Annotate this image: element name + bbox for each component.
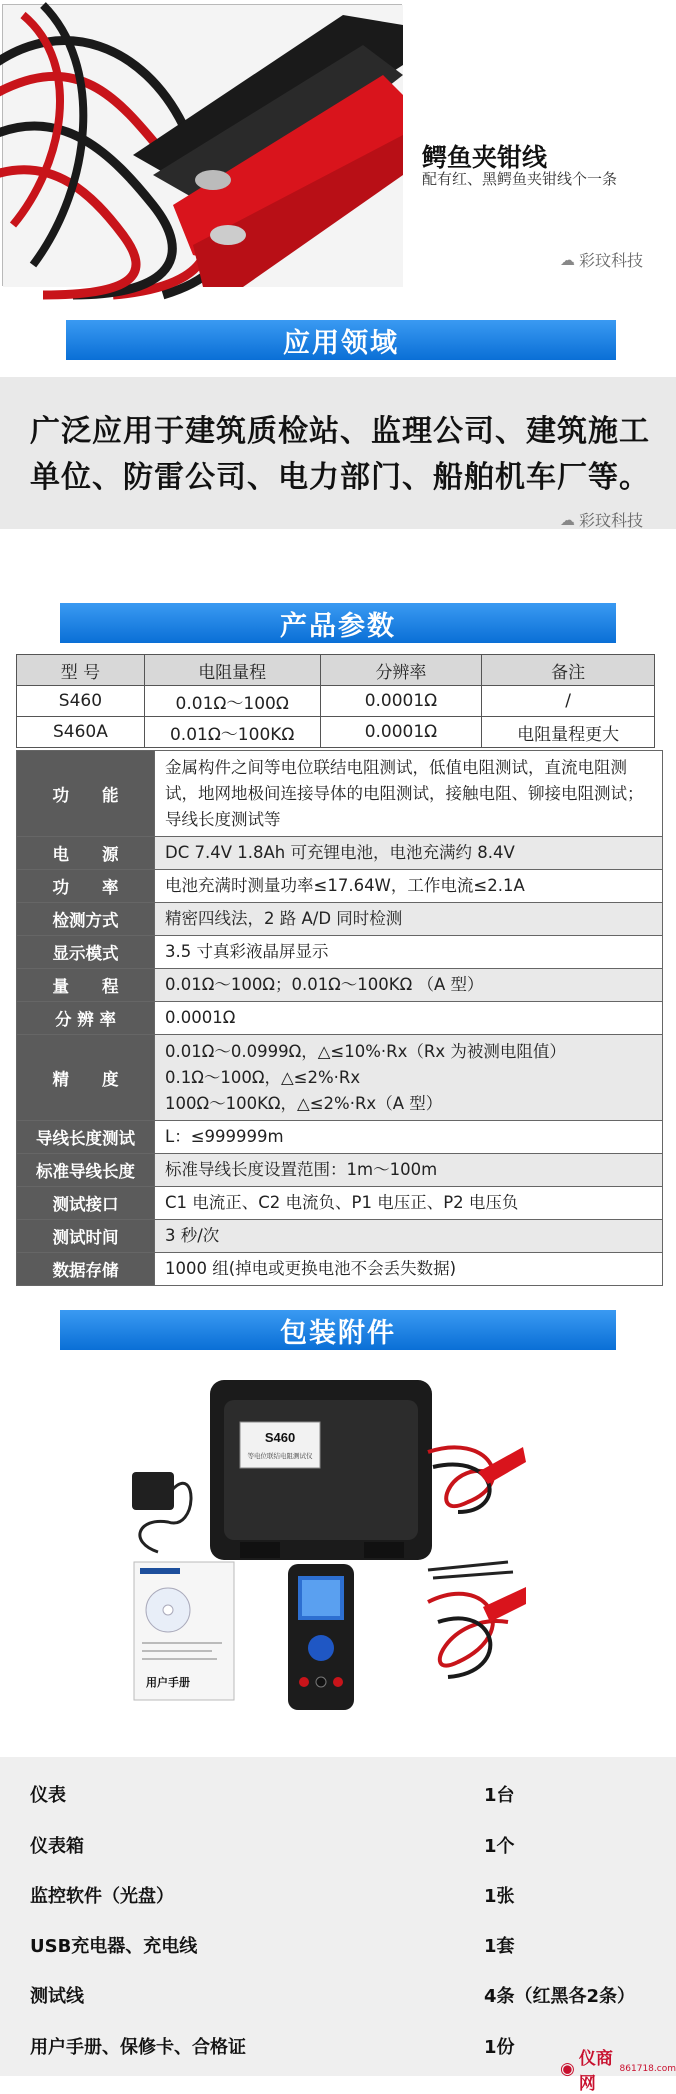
packaging-photo xyxy=(128,1372,528,1717)
table-cell: 0.01Ω～100KΩ xyxy=(144,717,320,748)
list-item xyxy=(0,1980,676,2010)
spec-row xyxy=(17,903,663,936)
spec-key: 功 能 xyxy=(17,751,155,837)
accessory-qty: 1个 xyxy=(484,1836,515,1857)
spec-row xyxy=(17,1035,663,1121)
alligator-clip-illustration xyxy=(3,5,403,287)
spec-row xyxy=(17,751,663,837)
hero-subtitle: 配有红、黑鳄鱼夹钳线个一条 xyxy=(422,170,618,188)
wechat-icon: ☁ xyxy=(560,510,575,529)
alligator-clip-photo xyxy=(2,4,402,286)
spec-key: 精 度 xyxy=(17,1035,155,1121)
spec-value: C1 电流正、C2 电流负、P1 电压正、P2 电压负 xyxy=(155,1187,663,1220)
params-banner: 产品参数 xyxy=(60,603,616,643)
spec-value: 0.01Ω～0.0999Ω，△≤10%·Rx（Rx 为被测电阻值） 0.1Ω～100Ω，△≤2%·Rx 100Ω～100KΩ，△≤2%·Rx（A 型） xyxy=(155,1035,663,1121)
accessory-name: 测试线 xyxy=(30,1986,84,2007)
accessory-name: USB充电器、充电线 xyxy=(30,1936,198,1957)
table-row xyxy=(17,717,655,748)
table-cell: / xyxy=(482,686,655,717)
spec-value: L：≤999999m xyxy=(155,1121,663,1154)
header-cell: 型 号 xyxy=(17,655,145,686)
spec-value: 1000 组(掉电或更换电池不会丢失数据) xyxy=(155,1253,663,1286)
application-watermark xyxy=(560,508,643,531)
case-label-plate xyxy=(240,1422,320,1468)
accessory-qty: 1份 xyxy=(484,2037,515,2058)
table-cell: 0.0001Ω xyxy=(320,686,482,717)
spec-row xyxy=(17,1187,663,1220)
list-item xyxy=(0,1779,676,1809)
table-cell: 电阻量程更大 xyxy=(482,717,655,748)
spec-row xyxy=(17,936,663,969)
spec-value: 0.0001Ω xyxy=(155,1002,663,1035)
spec-key: 分 辨 率 xyxy=(17,1002,155,1035)
model-table xyxy=(16,654,655,748)
application-text: 广泛应用于建筑质检站、监理公司、建筑施工单位、防雷公司、电力部门、船舶机车厂等。 xyxy=(30,414,650,495)
accessory-list xyxy=(0,1757,676,2076)
list-item xyxy=(0,1930,676,1960)
spec-table xyxy=(16,750,663,1286)
spec-key: 量 程 xyxy=(17,969,155,1002)
spec-key: 显示模式 xyxy=(17,936,155,969)
accessory-qty: 1张 xyxy=(484,1886,515,1907)
model-table-header xyxy=(17,655,655,686)
header-cell: 电阻量程 xyxy=(144,655,320,686)
list-item xyxy=(0,1830,676,1860)
header-cell: 备注 xyxy=(482,655,655,686)
wechat-icon: ☁ xyxy=(560,250,575,269)
spec-value: 金属构件之间等电位联结电阻测试，低值电阻测试，直流电阻测试，地网地极间连接导体的电阻测试，接触电阻、铆接电阻测试；导线长度测试等 xyxy=(155,751,663,837)
spec-key: 标准导线长度 xyxy=(17,1154,155,1187)
accessory-name: 用户手册、保修卡、合格证 xyxy=(30,2037,246,2058)
yishang-logo-icon: ◉ xyxy=(560,2059,575,2079)
spec-key: 测试时间 xyxy=(17,1220,155,1253)
spec-value: 精密四线法，2 路 A/D 同时检测 xyxy=(155,903,663,936)
hero-section xyxy=(0,0,676,292)
spec-row xyxy=(17,1154,663,1187)
spec-value: 3 秒/次 xyxy=(155,1220,663,1253)
spec-row xyxy=(17,837,663,870)
accessory-qty: 1台 xyxy=(484,1785,515,1806)
application-section xyxy=(0,377,676,529)
spec-row xyxy=(17,1002,663,1035)
accessory-qty: 4条（红黑各2条） xyxy=(484,1986,636,2007)
list-item xyxy=(0,1880,676,1910)
accessory-name: 监控软件（光盘） xyxy=(30,1886,174,1907)
spec-value: 3.5 寸真彩液晶屏显示 xyxy=(155,936,663,969)
case-label: S460 xyxy=(264,1430,296,1445)
hero-title: 鳄鱼夹钳线 xyxy=(422,143,548,172)
usb-charger-shape xyxy=(132,1472,174,1510)
table-cell: 0.0001Ω xyxy=(320,717,482,748)
corner-watermark-sub: 861718.com xyxy=(619,2064,676,2074)
table-cell: S460 xyxy=(17,686,145,717)
manual-label: 用户手册 xyxy=(146,1676,190,1689)
application-banner: 应用领域 xyxy=(66,320,616,360)
packaging-illustration xyxy=(128,1372,528,1717)
spec-row xyxy=(17,1220,663,1253)
corner-watermark-text: 仪商网 xyxy=(578,2049,613,2094)
accessory-name: 仪表箱 xyxy=(30,1836,84,1857)
spec-row xyxy=(17,1121,663,1154)
spec-key: 功 率 xyxy=(17,870,155,903)
spec-value: 电池充满时测量功率≤17.64W，工作电流≤2.1A xyxy=(155,870,663,903)
spec-row xyxy=(17,969,663,1002)
accessory-name: 仪表 xyxy=(30,1785,66,1806)
spec-row xyxy=(17,870,663,903)
spec-key: 数据存储 xyxy=(17,1253,155,1286)
application-watermark-text: 彩玟科技 xyxy=(579,511,644,530)
case-sublabel: 等电位联结电阻测试仪 xyxy=(247,1452,313,1460)
corner-watermark xyxy=(560,2044,676,2094)
spec-key: 检测方式 xyxy=(17,903,155,936)
spec-value: 标准导线长度设置范围：1m～100m xyxy=(155,1154,663,1187)
packaging-banner: 包装附件 xyxy=(60,1310,616,1350)
spec-key: 电 源 xyxy=(17,837,155,870)
header-cell: 分辨率 xyxy=(320,655,482,686)
spec-value: DC 7.4V 1.8Ah 可充锂电池，电池充满约 8.4V xyxy=(155,837,663,870)
table-row xyxy=(17,686,655,717)
spec-row xyxy=(17,1253,663,1286)
spec-value: 0.01Ω～100Ω；0.01Ω～100KΩ （A 型） xyxy=(155,969,663,1002)
table-cell: S460A xyxy=(17,717,145,748)
hero-watermark-text: 彩玟科技 xyxy=(579,251,644,270)
table-cell: 0.01Ω～100Ω xyxy=(144,686,320,717)
accessory-qty: 1套 xyxy=(484,1936,515,1957)
hero-watermark xyxy=(560,248,643,271)
spec-key: 导线长度测试 xyxy=(17,1121,155,1154)
spec-key: 测试接口 xyxy=(17,1187,155,1220)
